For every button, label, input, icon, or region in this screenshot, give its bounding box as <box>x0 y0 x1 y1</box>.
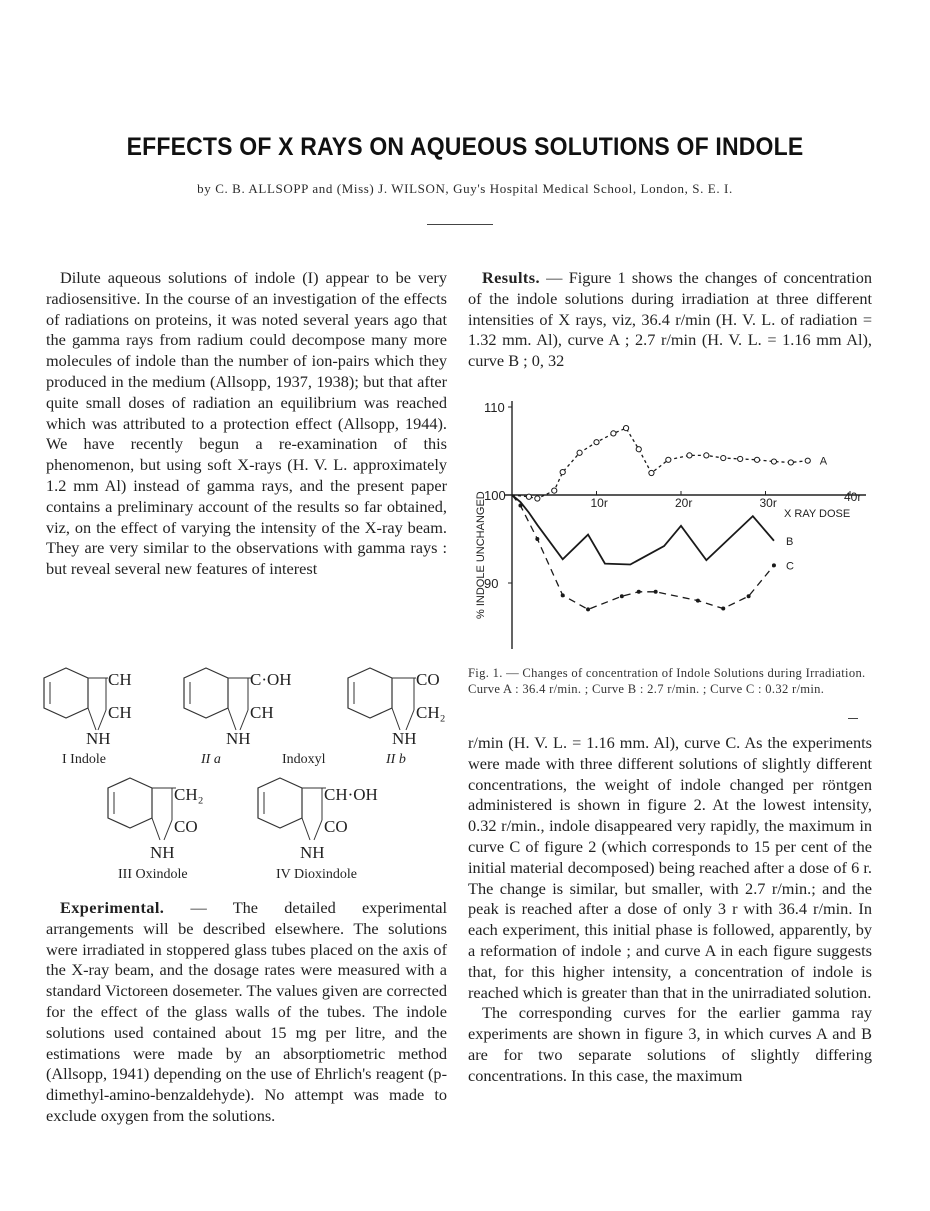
series-a-point <box>611 431 616 436</box>
s5-nh: NH <box>300 843 325 862</box>
article-byline: by C. B. ALLSOPP and (Miss) J. WILSON, Guy's Hospital Medical School, London, S. E. I. <box>197 181 733 196</box>
series-c-point <box>586 607 590 611</box>
indoxyl-label: Indoxyl <box>282 752 326 767</box>
x-tick-label: 40r <box>844 490 862 504</box>
experimental-section <box>46 898 447 1127</box>
series-a-point <box>526 494 531 499</box>
s2-bottom-group: CH <box>250 703 274 722</box>
s4-label: III Oxindole <box>118 867 188 882</box>
caption-dash <box>848 718 858 719</box>
series-b-line <box>512 495 774 565</box>
series-c-point <box>772 563 776 567</box>
results-text: — Figure 1 shows the changes of concentration of the indole solutions during irradiation at three different intensities of X rays, viz, 36.4 r/min (H. V. L. of radiation = 1.32 mm. Al), curve A ; 2.7 r/min (H. V. L. = 1.16 mm Al), curve B ; 0, 32 <box>468 268 872 371</box>
experimental-heading: Experimental. <box>60 898 165 917</box>
series-a-point <box>594 440 599 445</box>
figure-1-chart <box>468 393 878 655</box>
series-b-label: B <box>785 535 794 548</box>
structure-indoxyl-b <box>348 668 446 767</box>
series-c-point <box>721 607 725 611</box>
s1-bottom-group: CH <box>108 703 132 722</box>
series-c-line <box>512 495 774 609</box>
series-c-point <box>654 590 658 594</box>
y-tick-label: 90 <box>484 576 499 591</box>
series-a-point <box>623 426 628 431</box>
s2-nh: NH <box>226 729 251 748</box>
s5-bottom-group: CO <box>324 817 348 836</box>
s1-top-group: CH <box>108 670 132 689</box>
series-a-point <box>636 447 641 452</box>
series-a-point <box>535 496 540 501</box>
series-a-point <box>649 470 654 475</box>
series-a-line <box>512 428 808 498</box>
series-a-point <box>552 488 557 493</box>
series-a-point <box>771 459 776 464</box>
structure-oxindole <box>108 778 204 882</box>
s4-nh: NH <box>150 843 175 862</box>
s1-label: I Indole <box>62 752 106 767</box>
intro-section <box>46 268 447 580</box>
s5-label: IV Dioxindole <box>276 867 358 882</box>
experimental-text: — The detailed experimental arrangements will be described elsewhere. The solutions were irradiated in stoppered glass tubes placed on the axis of the X-ray beam, and the dosage rates were measured with a standard Victoreen dosemeter. The values given are corrected for the effect of the glass walls of the tubes. The indole solutions used contained about 15 mg per litre, and the estimations were made by an absorptiometric method (Allsopp, 1941) depending on the use of Ehrlich's reagent (p-dimethyl-amino-benzaldehyde). No attempt was made to exclude oxygen from the solutions. <box>46 898 447 1125</box>
article-title: EFFECTS OF X RAYS ON AQUEOUS SOLUTIONS OF INDOLE <box>126 133 804 161</box>
chemical-structures <box>36 660 456 890</box>
s3-label: II b <box>386 752 406 767</box>
figure-1-caption: Fig. 1. — Changes of concentration of Indole Solutions during Irradiation. Curve A : 36.4 r/min. ; Curve B : 2.7 r/min. ; Curve C : 0.32 r/min. <box>468 666 866 696</box>
results-heading: Results. <box>482 268 540 287</box>
s1-nh: NH <box>86 729 111 748</box>
y-tick-label: 100 <box>484 488 506 503</box>
series-c-point <box>620 594 624 598</box>
series-c-label: C <box>785 560 794 573</box>
s2-label: II a <box>201 752 221 767</box>
series-a-point <box>805 458 810 463</box>
series-c-point <box>747 594 751 598</box>
series-a-point <box>687 453 692 458</box>
structure-dioxindole <box>258 778 378 882</box>
series-c-point <box>561 593 565 597</box>
series-a-point <box>666 457 671 462</box>
s3-nh: NH <box>392 729 417 748</box>
s5-top-group: CH·OH <box>324 785 378 804</box>
title-rule <box>427 224 493 225</box>
series-a-point <box>738 456 743 461</box>
s4-top-group: CH₂ <box>174 785 204 804</box>
series-c-point <box>637 590 641 594</box>
series-a-point <box>577 450 582 455</box>
intro-paragraph: Dilute aqueous solutions of indole (I) appear to be very radiosensitive. In the course of an investigation of the effects of radiations on proteins, it was noted several years ago that the gamma rays from radium could decompose many more molecules of indole than the number of ion-pairs which they produced in the medium (Allsopp, 1937, 1938); but that after quite small doses of radiation an equilibrium was reached which was attributed to a protection effect (Allsopp, 1944). We have recently begun a re-examination of this phenomenon, but using soft X-rays (H. V. L. approximately 1.2 mm Al) instead of gamma rays, and the present paper contains a preliminary account of the results so far obtained, viz, on the effect of varying the intensity of the X-ray beam. They are very similar to the observations with gamma rays : but reveal several new features of interest <box>46 268 447 579</box>
discussion-paragraph-1: r/min (H. V. L. = 1.16 mm. Al), curve C. As the experiments were made with three different solutions of slightly different concentrations, the weight of indole changed per röntgen administered is shown in figure 2. At the lowest intensity, 0.32 r/min., indole disappeared very rapidly, the maximum in curve C of figure 2 (which corresponds to 15 per cent of the initial material decomposed) being reached after a dose of 6 r. The change is similar, but smaller, with 2.7 r/min.; and the peak is reached after a dose of only 3 r with 36.4 r/min. In each experiment, this initial phase is followed, apparently, by a reformation of indole ; and curve A in each figure suggests that, for this higher intensity, a concentration of indole is reached which is greater than that in the unirradiated solution. <box>468 733 872 1002</box>
y-axis-label: % INDOLE UNCHANGED <box>475 491 487 619</box>
x-tick-label: 20r <box>675 496 693 510</box>
s3-top-group: CO <box>416 670 440 689</box>
y-tick-label: 110 <box>484 400 505 415</box>
series-a-point <box>754 457 759 462</box>
series-a-point <box>721 455 726 460</box>
s2-top-group: C·OH <box>250 670 292 689</box>
results-section <box>468 268 872 372</box>
series-a-point <box>560 470 565 475</box>
series-a-label: A <box>819 455 828 468</box>
series-a-point <box>704 453 709 458</box>
s3-bottom-group: CH₂ <box>416 703 446 722</box>
x-tick-label: 30r <box>759 496 777 510</box>
series-a-point <box>788 460 793 465</box>
discussion-section <box>468 733 872 1087</box>
s4-bottom-group: CO <box>174 817 198 836</box>
series-c-point <box>518 504 522 508</box>
structure-indole <box>44 668 132 767</box>
structure-indoxyl-a <box>184 668 292 767</box>
series-c-point <box>535 537 539 541</box>
series-c-point <box>696 599 700 603</box>
x-tick-label: 10r <box>590 496 608 510</box>
discussion-paragraph-2: The corresponding curves for the earlier gamma ray experiments are shown in figure 3, in which curves A and B are for two separate solutions of slightly differing concentrations. In this case, the maximum <box>468 1003 872 1085</box>
x-axis-label: X RAY DOSE <box>784 508 851 520</box>
